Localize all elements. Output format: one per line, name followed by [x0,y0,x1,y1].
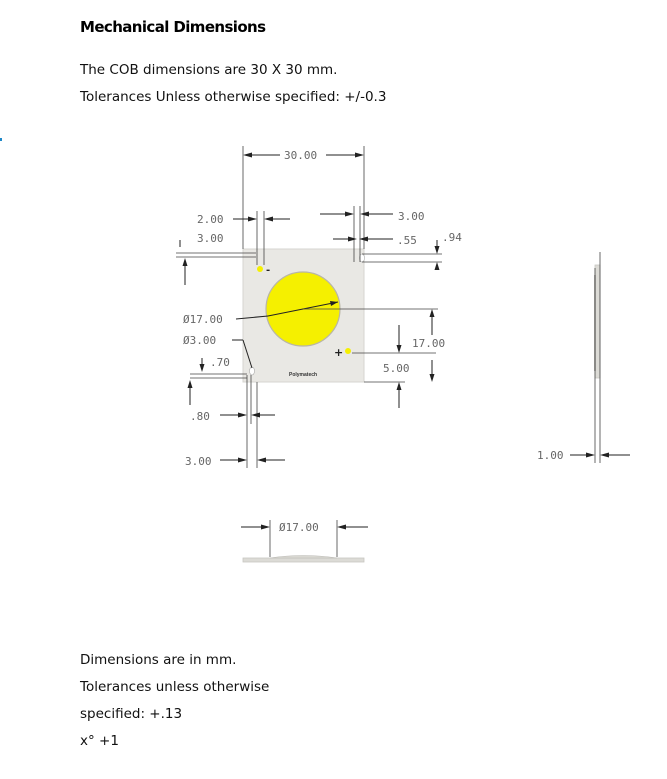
solder-pad-minus [257,266,263,272]
tolerance-note-line1: Tolerances unless otherwise [80,679,270,695]
plus-sign: + [334,346,344,359]
dim-bottom-dia-17: Ø17.00 [279,521,319,534]
dim-height-5: 5.00 [383,362,410,375]
dim-thickness-1: 1.00 [537,449,564,462]
dim-right-055: .55 [397,234,417,247]
tolerance-note-line2: specified: +.13 [80,706,183,722]
dim-dia-17: Ø17.00 [183,313,223,326]
dim-080: .80 [190,410,210,423]
dim-3-bottom: 3.00 [185,455,212,468]
intro-tolerance-text: Tolerances Unless otherwise specified: +/-0.3 [80,89,387,105]
dim-height-17: 17.00 [412,337,446,350]
solder-pad-plus [345,348,351,354]
brand-label: Polymatech [289,372,318,378]
dim-width-30: 30.00 [284,149,318,162]
minus-sign: - [266,265,271,276]
angle-tolerance-note: x° +1 [80,733,119,749]
front-view-substrate [243,558,364,562]
mounting-notch-bl [250,367,255,375]
dim-dia-3: Ø3.00 [183,334,217,347]
intro-dimensions-text: The COB dimensions are 30 X 30 mm. [80,62,338,78]
dim-left-2: 2.00 [197,213,224,226]
dim-070: .70 [210,356,230,369]
dim-right-094: .94 [442,231,462,244]
dim-left-3: 3.00 [197,232,224,245]
dim-right-3: 3.00 [398,210,425,223]
units-note: Dimensions are in mm. [80,652,237,668]
front-view-dome [270,556,337,559]
section-heading: Mechanical Dimensions [80,18,266,36]
